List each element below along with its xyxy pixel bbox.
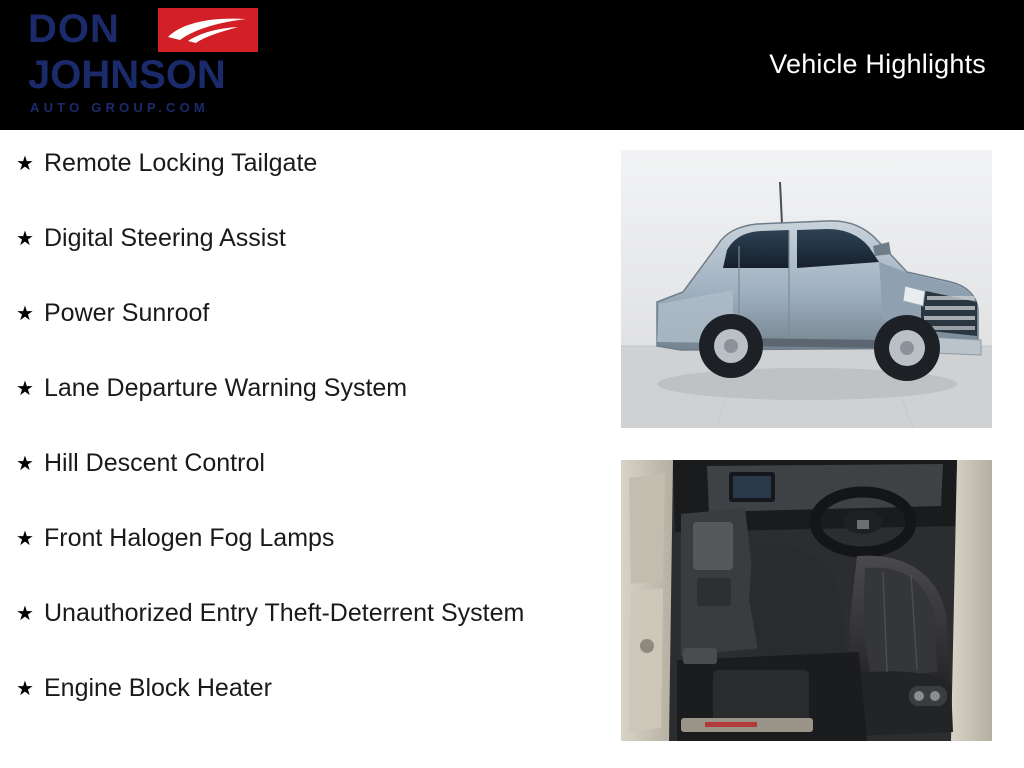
feature-label: Lane Departure Warning System: [44, 374, 408, 402]
star-bullet-icon: ★: [16, 453, 34, 475]
feature-label: Unauthorized Entry Theft-Deterrent System: [44, 599, 525, 627]
logo-text-don: DON: [28, 7, 120, 51]
star-bullet-icon: ★: [16, 678, 34, 700]
list-item: [0, 671, 600, 746]
star-bullet-icon: ★: [16, 303, 34, 325]
logo-tagline: AUTO GROUP.COM: [30, 100, 209, 115]
feature-label: Power Sunroof: [44, 299, 210, 327]
dealer-logo: [26, 6, 258, 124]
feature-label: Engine Block Heater: [44, 674, 272, 702]
list-item: [0, 221, 600, 296]
star-bullet-icon: ★: [16, 603, 34, 625]
exterior-truck-photo: [621, 150, 992, 428]
feature-label: Remote Locking Tailgate: [44, 149, 318, 177]
star-bullet-icon: ★: [16, 378, 34, 400]
feature-label: Front Halogen Fog Lamps: [44, 524, 335, 552]
star-bullet-icon: ★: [16, 153, 34, 175]
feature-label: Hill Descent Control: [44, 449, 265, 477]
interior-front-seats-photo: [621, 460, 992, 741]
list-item: [0, 446, 600, 521]
list-item: [0, 596, 600, 671]
logo-swoosh-icon: [166, 16, 252, 44]
star-bullet-icon: ★: [16, 528, 34, 550]
feature-list: [0, 146, 600, 746]
logo-text-johnson: JOHNSON: [28, 53, 226, 97]
star-bullet-icon: ★: [16, 228, 34, 250]
list-item: [0, 371, 600, 446]
list-item: [0, 296, 600, 371]
feature-label: Digital Steering Assist: [44, 224, 286, 252]
header-bar: [0, 0, 1024, 130]
page-title: Vehicle Highlights: [769, 49, 986, 79]
list-item: [0, 521, 600, 596]
list-item: [0, 146, 600, 221]
